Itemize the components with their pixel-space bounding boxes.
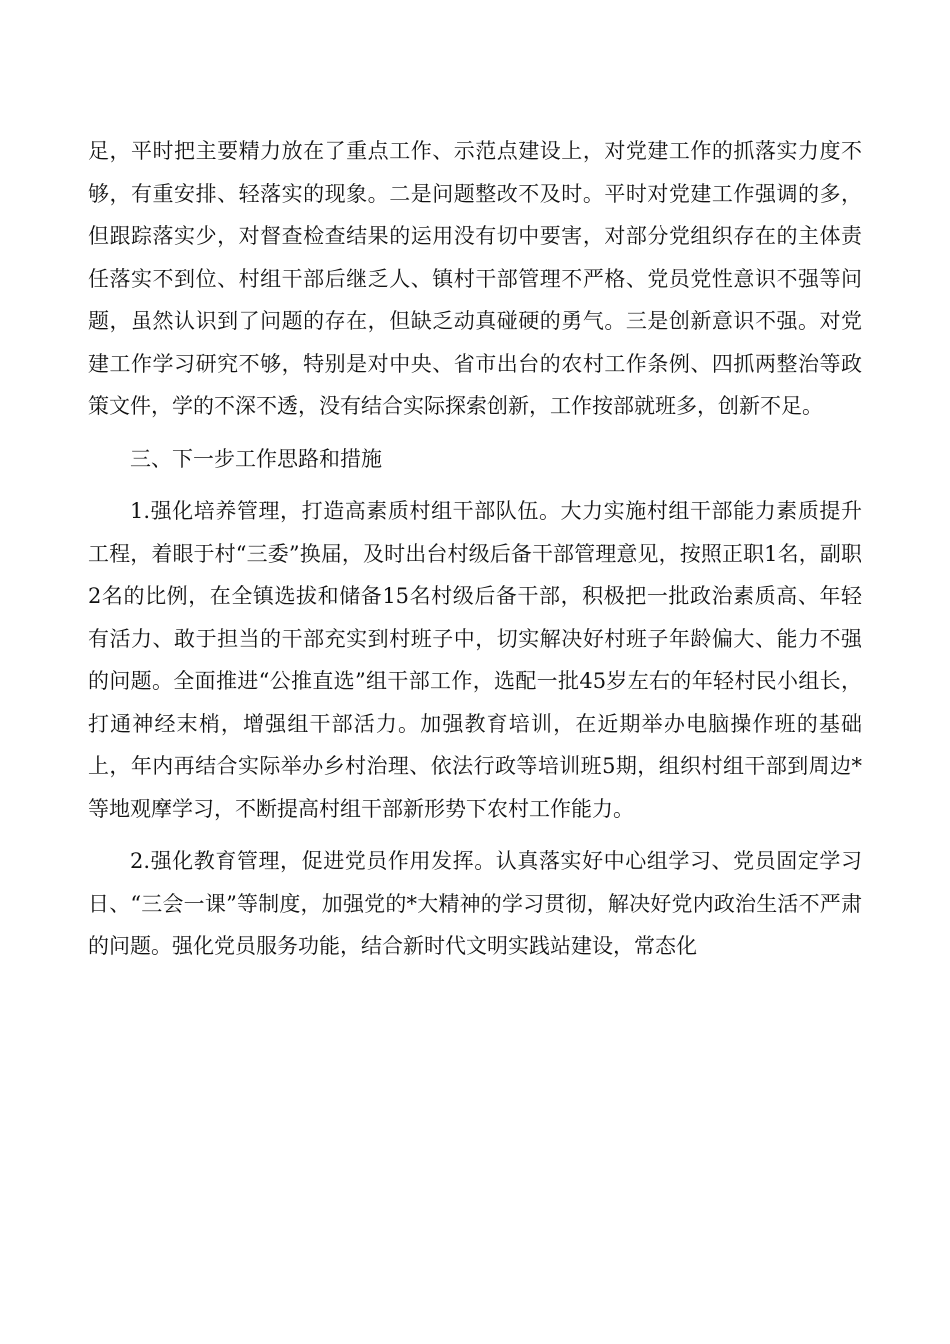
paragraph-measure-1: 1.强化培养管理，打造高素质村组干部队伍。大力实施村组干部能力素质提升工程，着眼于村“三委”换届，及时出台村级后备干部管理意见，按照正职1名，副职2名的比例，在全镇选拔和储备15名村级后备干部，积极把一批政治素质高、年轻有活力、敢于担当的干部充实到村班子中，切实解决好村班子年龄偏大、能力不强的问题。全面推进“公推直选”组干部工作，选配一批45岁左右的年轻村民小组长，打通神经末梢，增强组干部活力。加强教育培训，在近期举办电脑操作班的基础上，年内再结合实际举办乡村治理、依法行政等培训班5期，组织村组干部到周边*等地观摩学习，不断提高村组干部新形势下农村工作能力。 [88,499,862,821]
paragraph-measure-2: 2.强化教育管理，促进党员作用发挥。认真落实好中心组学习、党员固定学习日、“三会一课”等制度，加强党的*大精神的学习贯彻，解决好党内政治生活不严肃的问题。强化党员服务功能，结合新时代文明实践站建设，常态化 [88,849,862,958]
document-body [88,130,862,968]
paragraph-continuation: 足，平时把主要精力放在了重点工作、示范点建设上，对党建工作的抓落实力度不够，有重安排、轻落实的现象。二是问题整改不及时。平时对党建工作强调的多，但跟踪落实少，对督查检查结果的运用没有切中要害，对部分党组织存在的主体责任落实不到位、村组干部后继乏人、镇村干部管理不严格、党员党性意识不强等问题，虽然认识到了问题的存在，但缺乏动真碰硬的勇气。三是创新意识不强。对党建工作学习研究不够，特别是对中央、省市出台的农村工作条例、四抓两整治等政策文件，学的不深不透，没有结合实际探索创新，工作按部就班多，创新不足。 [88,139,862,418]
section-heading: 三、下一步工作思路和措施 [130,446,382,471]
